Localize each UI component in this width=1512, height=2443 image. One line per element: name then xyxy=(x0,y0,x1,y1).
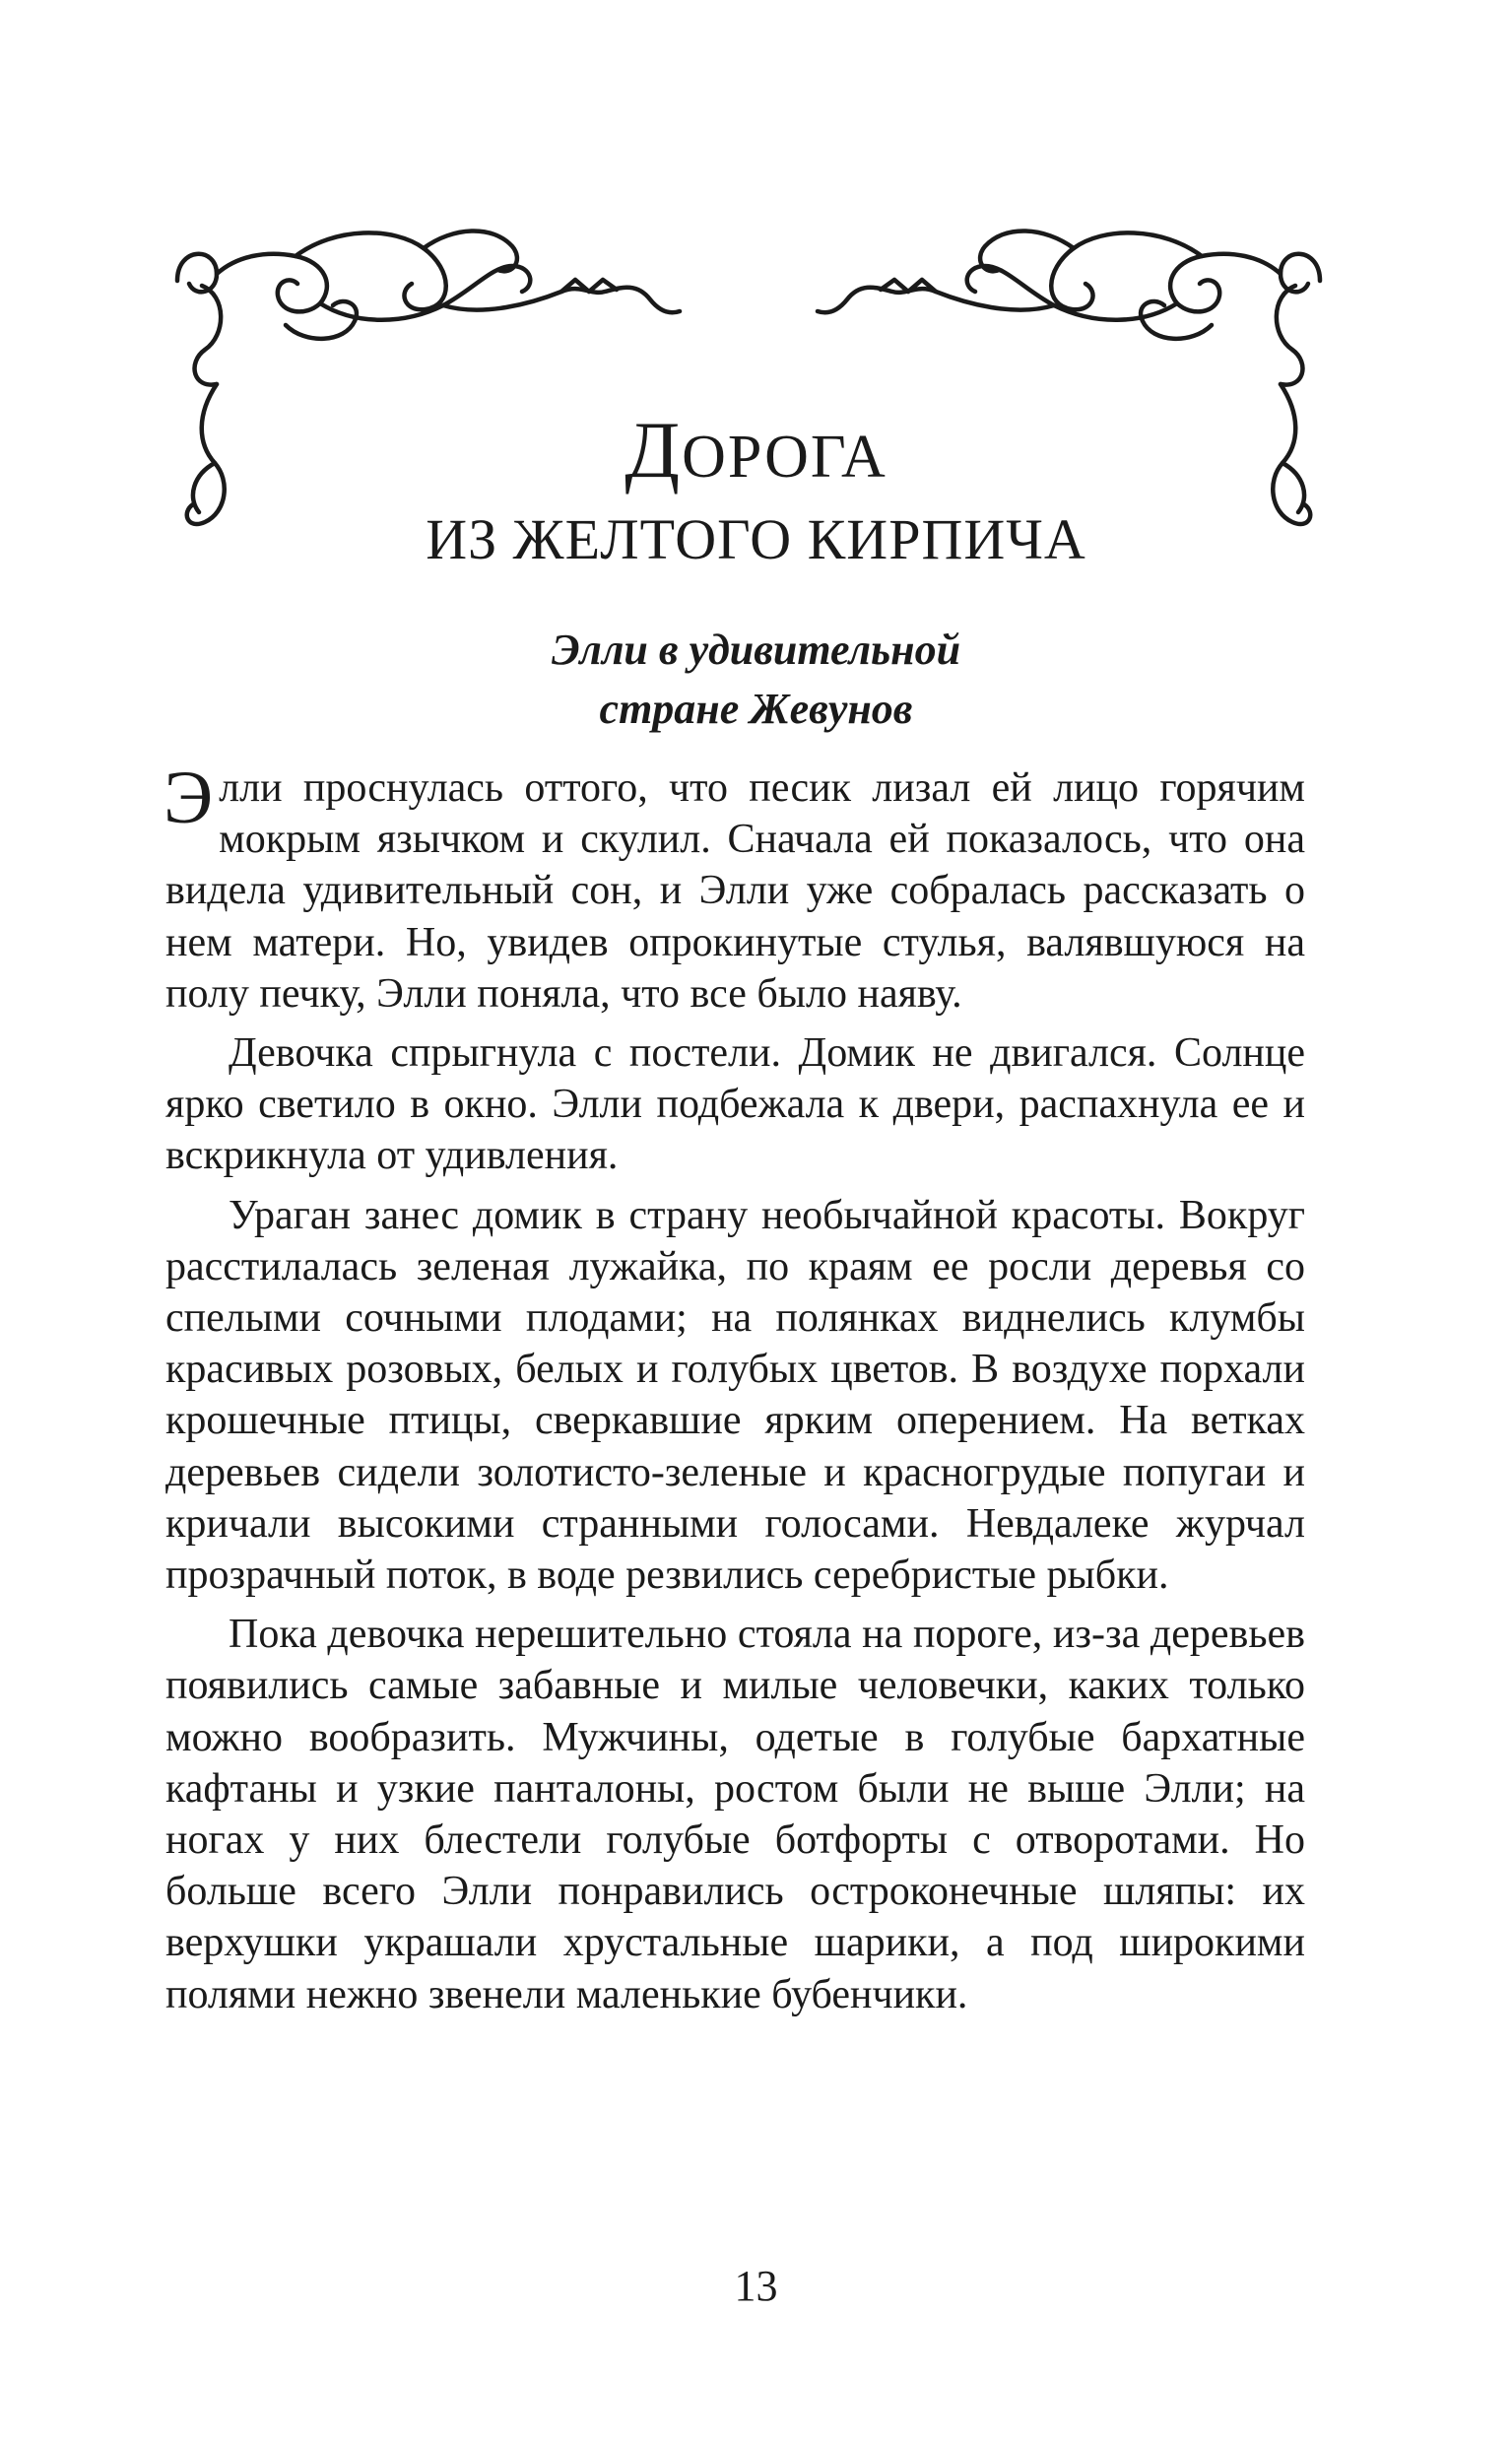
chapter-title-line2: ИЗ ЖЕЛТОГО КИРПИЧА xyxy=(426,507,1086,571)
chapter-title-rest: ОРОГА xyxy=(682,424,887,491)
paragraph-1-text: лли проснулась оттого, что песик лизал ей лицо горячим мокрым язычком и скулил. Сначала ей показалось, что она видела удивительный сон, и Элли уже собралась рассказать о нем матери. Но, увидев опрокинутые стулья, валявшуюся на полу печку, Элли поняла, что все было наяву. xyxy=(165,765,1305,1017)
chapter-title xyxy=(0,405,1512,581)
section-subtitle xyxy=(0,621,1512,739)
paragraph-2: Девочка спрыгнула с постели. Домик не двигался. Солнце ярко светило в окно. Элли подбежала к двери, распахнула ее и вскрикнула от удивления. xyxy=(165,1030,1305,1179)
page-number: 13 xyxy=(734,2262,778,2310)
chapter-title-cap: Д xyxy=(625,405,683,495)
subtitle-line2: стране Жевунов xyxy=(599,685,913,733)
chapter-title-line1 xyxy=(0,405,1512,498)
body-text xyxy=(164,757,1305,2028)
paragraph-4: Пока девочка нерешительно стояла на пороге, из-за деревьев появились самые забавные и милые человечки, каких только можно вообразить. Мужчины, одетые в голубые бархатные кафтаны и узкие панталоны, ростом были не выше Элли; на ногах у них блестели голубые ботфорты с отворотами. Но больше всего Элли понравились остроконечные шляпы: их верхушки украшали хрустальные шарики, а под широкими полями нежно звенели маленькие бубенчики. xyxy=(165,1612,1305,2017)
subtitle-line1: Элли в удивительной xyxy=(551,626,961,674)
drop-cap: Э xyxy=(164,757,214,839)
paragraph-3: Ураган занес домик в страну необычайной красоты. Вокруг расстилалась зеленая лужайка, по краям ее росли деревья со спелыми сочными плодами; на полянках виднелись клумбы красивых розовых, белых и голубых цветов. В воздухе порхали крошечные птицы, сверкавшие ярким оперением. На ветках деревьев сидели золотисто-зеленые и красногрудые попугаи и кричали высокими странными голосами. Невдалеке журчал прозрачный поток, в воде резвились серебристые рыбки. xyxy=(165,1192,1305,1599)
paragraph-1 xyxy=(164,757,1305,1020)
